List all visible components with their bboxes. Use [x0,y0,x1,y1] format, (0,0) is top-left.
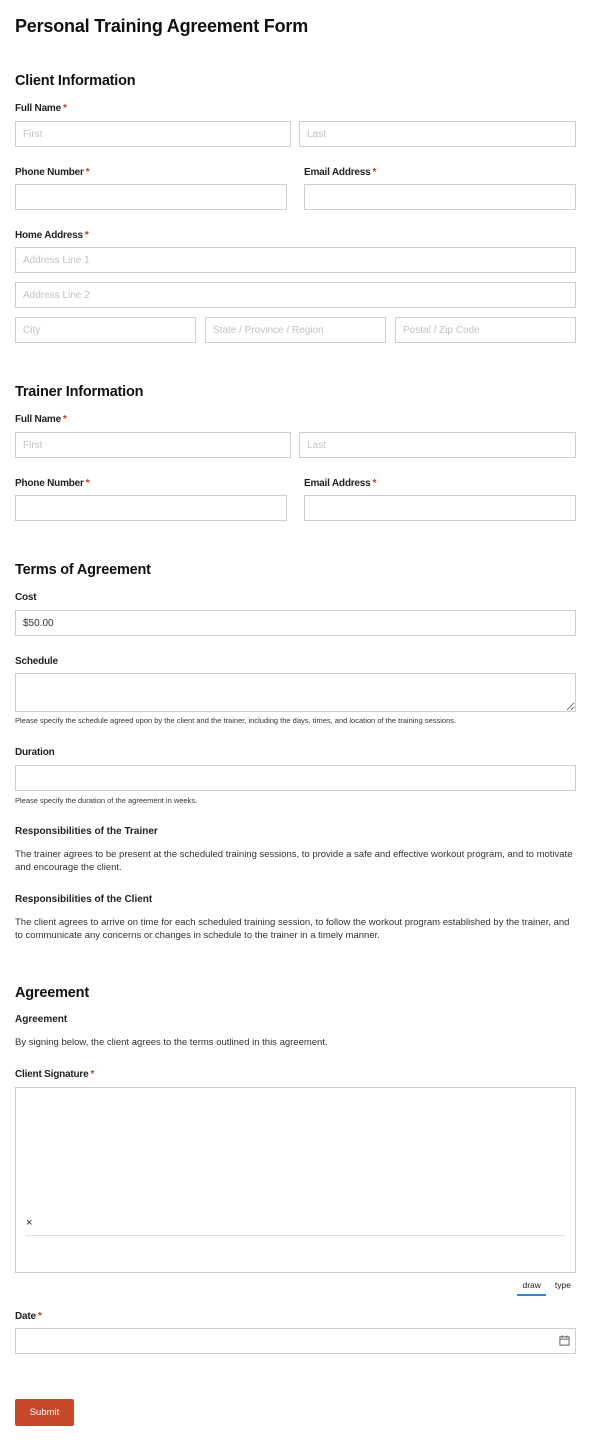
trainer-full-name-label: Full Name * [15,414,67,425]
client-zip-input[interactable] [395,317,576,343]
required-marker: * [90,1069,95,1080]
client-phone-input[interactable] [15,184,287,210]
required-marker: * [85,478,90,489]
section-title-terms-of-agreement: Terms of Agreement [15,562,151,578]
duration-input[interactable] [15,765,576,791]
required-marker: * [372,478,377,489]
signature-mode-tabs [513,1275,576,1293]
signature-tab-type[interactable]: type [554,1280,571,1290]
cost-input[interactable] [15,610,576,636]
section-title-client-information: Client Information [15,73,136,89]
required-marker: * [63,103,67,114]
client-address-line1-input[interactable] [15,247,576,273]
trainer-email-input[interactable] [304,495,576,521]
client-city-input[interactable] [15,317,196,343]
client-first-name-input[interactable] [15,121,291,147]
required-marker: * [85,167,90,178]
section-title-trainer-information: Trainer Information [15,384,144,400]
schedule-help-text: Please specify the schedule agreed upon by the client and the trainer, including the days, times, and location of the training sessions. [15,716,457,725]
date-label: Date * [15,1311,42,1322]
cost-label: Cost [15,592,37,603]
duration-label: Duration [15,747,55,758]
trainer-responsibilities-heading: Responsibilities of the Trainer [15,826,158,837]
client-last-name-input[interactable] [299,121,576,147]
signature-x-mark: × [26,1217,33,1229]
schedule-label: Schedule [15,656,58,667]
duration-help-text: Please specify the duration of the agreement in weeks. [15,796,198,805]
required-marker: * [84,230,89,241]
signature-pad[interactable] [15,1087,576,1273]
required-marker: * [37,1311,42,1322]
required-marker: * [63,414,67,425]
client-responsibilities-text: The client agrees to arrive on time for each scheduled training session, to follow the workout program established by the trainer, and to communicate any concerns or changes in schedule to the trainer in a timely manner. [15,917,570,941]
trainer-first-name-input[interactable] [15,432,291,458]
client-phone-label: Phone Number * [15,167,90,178]
trainer-email-label: Email Address * [304,478,377,489]
trainer-phone-label: Phone Number * [15,478,90,489]
trainer-phone-input[interactable] [15,495,287,521]
trainer-last-name-input[interactable] [299,432,576,458]
section-title-agreement: Agreement [15,985,89,1001]
agreement-text: By signing below, the client agrees to the terms outlined in this agreement. [15,1037,328,1048]
client-email-label: Email Address * [304,167,377,178]
client-address-line2-input[interactable] [15,282,576,308]
client-full-name-label: Full Name * [15,103,67,114]
client-address-label: Home Address * [15,230,89,241]
trainer-responsibilities-text: The trainer agrees to be present at the scheduled training sessions, to provide a safe and effective workout program, and to motivate and encourage the client. [15,849,573,873]
agreement-sub-heading: Agreement [15,1014,68,1025]
date-input[interactable] [15,1328,576,1354]
submit-button[interactable]: Submit [15,1399,74,1426]
page-title: Personal Training Agreement Form [15,16,308,36]
client-responsibilities-heading: Responsibilities of the Client [15,894,153,905]
calendar-icon[interactable] [559,1335,570,1346]
client-signature-label: Client Signature * [15,1069,95,1080]
date-field [15,1328,576,1354]
signature-baseline [26,1235,565,1236]
signature-tab-draw[interactable]: draw [517,1278,545,1296]
required-marker: * [372,167,377,178]
schedule-textarea[interactable] [15,673,576,712]
client-email-input[interactable] [304,184,576,210]
client-state-input[interactable] [205,317,386,343]
